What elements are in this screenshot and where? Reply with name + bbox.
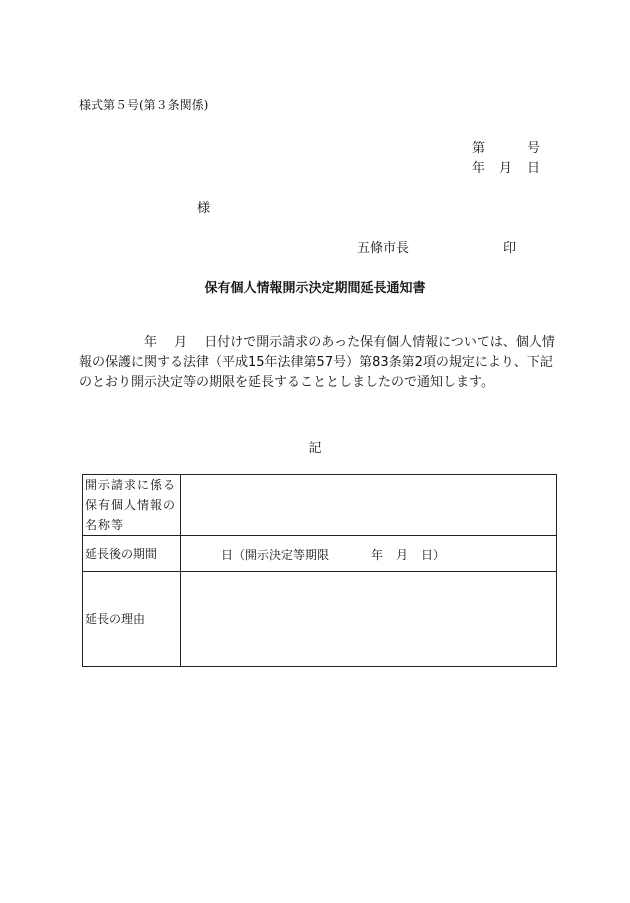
ki-heading: 記 <box>308 441 322 456</box>
period-close: 日） <box>421 548 446 562</box>
row3-value-cell <box>181 572 557 667</box>
body-line-3: のとおり開示決定等の期限を延長することとしましたので通知します。 <box>79 375 494 390</box>
row1-value-cell <box>181 475 557 536</box>
body-line-1: 年 月 日付けで開示請求のあった保有個人情報については、個人情 <box>79 335 555 350</box>
row2-value-cell <box>181 536 557 572</box>
table-row-extended-period <box>83 536 557 572</box>
addressee-honorific: 様 <box>197 201 211 216</box>
notice-body <box>79 333 557 393</box>
table-row-info-name <box>83 475 557 536</box>
period-month: 月 <box>396 548 409 562</box>
row1-label-cell <box>83 475 181 536</box>
date-day: 日 <box>527 161 541 176</box>
issuer-title: 五條市長 <box>357 241 410 256</box>
details-table <box>82 474 557 667</box>
table-row-reason <box>83 572 557 667</box>
document-title: 保有個人情報開示決定期間延長通知書 <box>204 281 426 296</box>
form-number: 様式第５号(第３条関係) <box>79 98 209 112</box>
date-year: 年 <box>472 161 486 176</box>
row1-label: 開示請求に係る保有個人情報の名称等 <box>85 478 177 532</box>
seal-mark: 印 <box>503 241 517 256</box>
period-day: 日（開示決定等期限 <box>221 548 330 562</box>
doc-no-prefix: 第 <box>472 141 486 156</box>
date-month: 月 <box>499 161 513 176</box>
period-year: 年 <box>371 548 384 562</box>
row3-label: 延長の理由 <box>83 572 181 667</box>
row2-label: 延長後の期間 <box>83 536 181 572</box>
extended-period-value <box>181 536 556 571</box>
body-line-2: 報の保護に関する法律（平成15年法律第57号）第83条第2項の規定により、下記 <box>79 355 553 370</box>
doc-no-suffix: 号 <box>527 141 541 156</box>
